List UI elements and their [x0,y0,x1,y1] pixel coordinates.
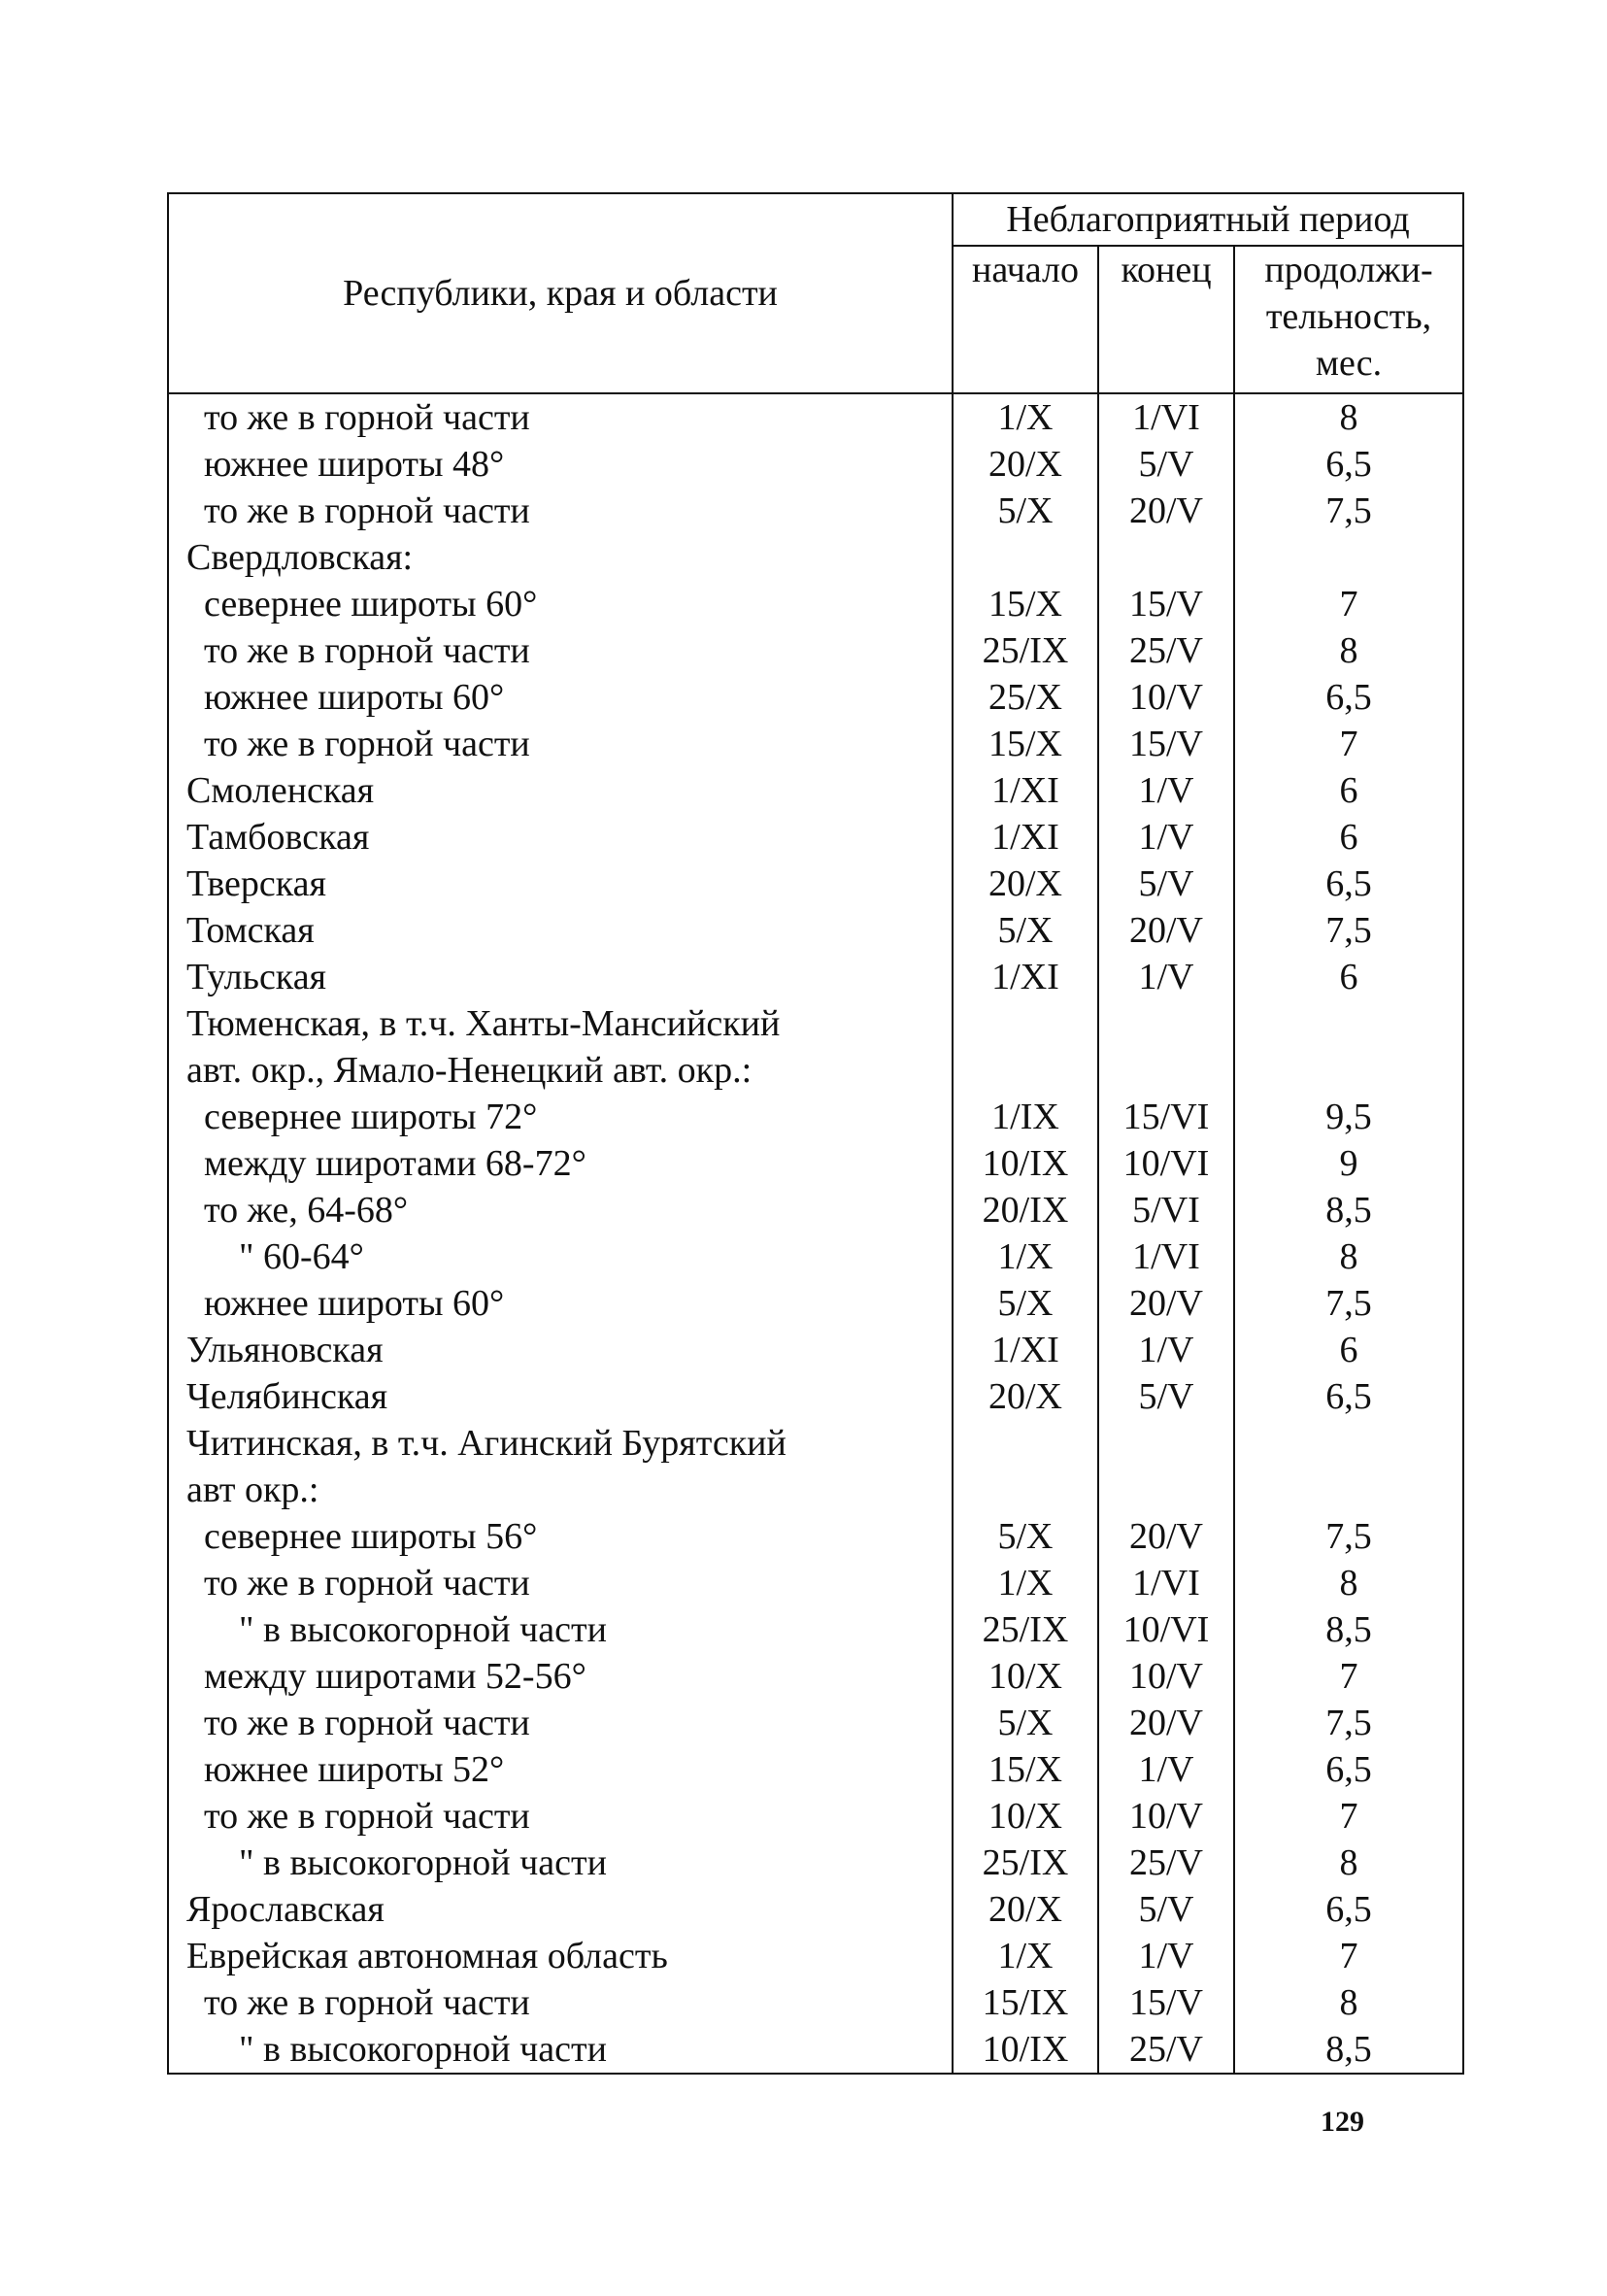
period-start: 10/X [953,1653,1098,1700]
period-end: 10/VI [1098,1606,1234,1653]
region-name: Ярославская [168,1886,953,1933]
period-end [1098,534,1234,581]
table-row [168,1560,1463,1606]
period-start: 10/IX [953,2026,1098,2074]
period-duration: 6,5 [1234,441,1463,488]
table-row [168,1840,1463,1886]
period-duration: 6 [1234,814,1463,861]
period-duration: 7,5 [1234,1280,1463,1327]
table-row [168,1653,1463,1700]
period-start: 20/X [953,1373,1098,1420]
region-name: южнее широты 60° [168,674,953,721]
table-row [168,861,1463,907]
region-name: то же в горной части [168,488,953,534]
region-name: то же в горной части [168,393,953,441]
region-name: южнее широты 52° [168,1746,953,1793]
table-row [168,441,1463,488]
period-duration [1234,534,1463,581]
table-row [168,393,1463,441]
region-name: между широтами 52-56° [168,1653,953,1700]
table-row [168,1233,1463,1280]
period-end: 5/VI [1098,1187,1234,1233]
period-end: 1/V [1098,1746,1234,1793]
period-start: 1/X [953,1233,1098,1280]
period-duration: 6,5 [1234,1746,1463,1793]
period-end: 5/V [1098,861,1234,907]
period-duration: 7 [1234,1653,1463,1700]
region-name: " в высокогорной части [168,1606,953,1653]
period-end: 5/V [1098,1373,1234,1420]
period-duration: 9 [1234,1140,1463,1187]
document-sheet [167,192,1462,2075]
period-duration [1234,1467,1463,1513]
period-start: 1/IX [953,1094,1098,1140]
period-start: 20/X [953,861,1098,907]
region-name: авт. окр., Ямало-Ненецкий авт. окр.: [168,1047,953,1094]
period-duration: 7 [1234,581,1463,627]
period-end: 15/VI [1098,1094,1234,1140]
period-duration: 8 [1234,1560,1463,1606]
period-duration: 8,5 [1234,2026,1463,2074]
table-row [168,1327,1463,1373]
period-duration: 7 [1234,1793,1463,1840]
table-row [168,1933,1463,1979]
period-start: 25/IX [953,627,1098,674]
region-name: Тульская [168,954,953,1000]
period-duration: 8 [1234,1979,1463,2026]
header-duration [1234,246,1463,393]
table-row [168,488,1463,534]
period-duration [1234,1047,1463,1094]
period-start: 15/X [953,1746,1098,1793]
table-row [168,767,1463,814]
period-duration: 6,5 [1234,1373,1463,1420]
period-end: 1/V [1098,1933,1234,1979]
period-start [953,1047,1098,1094]
header-duration-line-1: продолжи- [1264,250,1433,290]
period-start: 1/X [953,1933,1098,1979]
table-row [168,954,1463,1000]
period-end [1098,1047,1234,1094]
period-start [953,1000,1098,1047]
region-name: то же в горной части [168,627,953,674]
region-name: то же в горной части [168,1700,953,1746]
region-name: севернее широты 56° [168,1513,953,1560]
period-start: 1/X [953,1560,1098,1606]
period-end: 10/V [1098,674,1234,721]
table-row [168,1700,1463,1746]
table-row [168,1746,1463,1793]
period-end: 20/V [1098,1280,1234,1327]
region-name: южнее широты 60° [168,1280,953,1327]
period-start [953,1420,1098,1467]
period-end [1098,1467,1234,1513]
period-end: 1/V [1098,954,1234,1000]
region-name: Тамбовская [168,814,953,861]
region-name: Смоленская [168,767,953,814]
period-duration: 7 [1234,721,1463,767]
table-row [168,627,1463,674]
period-duration: 8 [1234,1233,1463,1280]
region-name: авт окр.: [168,1467,953,1513]
period-start: 1/XI [953,814,1098,861]
period-duration [1234,1420,1463,1467]
period-start: 15/X [953,721,1098,767]
period-end: 15/V [1098,1979,1234,2026]
table-row [168,1187,1463,1233]
region-name: между широтами 68-72° [168,1140,953,1187]
period-end: 1/VI [1098,1233,1234,1280]
region-name: то же в горной части [168,1979,953,2026]
region-name: севернее широты 60° [168,581,953,627]
header-region: Республики, края и области [168,193,953,393]
period-end: 20/V [1098,907,1234,954]
period-end: 15/V [1098,581,1234,627]
period-end: 10/V [1098,1793,1234,1840]
region-name: " в высокогорной части [168,2026,953,2074]
region-name: Тюменская, в т.ч. Ханты-Мансийский [168,1000,953,1047]
period-start: 10/IX [953,1140,1098,1187]
period-end: 5/V [1098,441,1234,488]
period-start: 5/X [953,488,1098,534]
period-start: 25/IX [953,1840,1098,1886]
period-duration: 6 [1234,767,1463,814]
period-start: 5/X [953,1700,1098,1746]
period-end: 5/V [1098,1886,1234,1933]
region-name: то же, 64-68° [168,1187,953,1233]
period-start: 15/IX [953,1979,1098,2026]
period-end [1098,1000,1234,1047]
period-start: 20/IX [953,1187,1098,1233]
table-row [168,1467,1463,1513]
period-start: 5/X [953,1280,1098,1327]
region-name: то же в горной части [168,1793,953,1840]
table-row [168,534,1463,581]
period-start: 5/X [953,1513,1098,1560]
period-start: 20/X [953,1886,1098,1933]
period-start [953,534,1098,581]
header-end: конец [1098,246,1234,393]
period-end: 10/V [1098,1653,1234,1700]
page-number: 129 [1321,2106,1364,2138]
table-row [168,1094,1463,1140]
region-name: " в высокогорной части [168,1840,953,1886]
table-row [168,1886,1463,1933]
period-start: 20/X [953,441,1098,488]
period-duration: 7,5 [1234,1700,1463,1746]
period-duration: 6,5 [1234,674,1463,721]
region-name: Ульяновская [168,1327,953,1373]
table-row [168,1979,1463,2026]
table-row [168,1373,1463,1420]
period-duration: 9,5 [1234,1094,1463,1140]
table-row [168,1793,1463,1840]
period-start: 25/X [953,674,1098,721]
table-row [168,1280,1463,1327]
table-row [168,1513,1463,1560]
header-start: начало [953,246,1098,393]
table-row [168,721,1463,767]
period-end: 1/V [1098,814,1234,861]
region-name: севернее широты 72° [168,1094,953,1140]
period-duration: 8 [1234,393,1463,441]
table-row [168,1000,1463,1047]
period-end: 15/V [1098,721,1234,767]
period-duration: 8,5 [1234,1187,1463,1233]
period-start: 5/X [953,907,1098,954]
period-end: 20/V [1098,1513,1234,1560]
table-body [168,393,1463,2074]
table-row [168,1140,1463,1187]
period-start: 10/X [953,1793,1098,1840]
period-duration: 8,5 [1234,1606,1463,1653]
region-name: Томская [168,907,953,954]
table-row [168,674,1463,721]
period-start: 1/X [953,393,1098,441]
table-row [168,1420,1463,1467]
period-end: 20/V [1098,1700,1234,1746]
period-start: 1/XI [953,1327,1098,1373]
period-end: 20/V [1098,488,1234,534]
period-end: 25/V [1098,2026,1234,2074]
region-name: Свердловская: [168,534,953,581]
header-duration-line-3: мес. [1315,343,1383,384]
period-duration: 6,5 [1234,1886,1463,1933]
period-end [1098,1420,1234,1467]
period-end: 25/V [1098,627,1234,674]
period-start [953,1467,1098,1513]
period-duration: 6 [1234,1327,1463,1373]
period-duration: 8 [1234,627,1463,674]
period-duration: 7,5 [1234,488,1463,534]
period-end: 1/VI [1098,1560,1234,1606]
period-duration [1234,1000,1463,1047]
period-duration: 7,5 [1234,1513,1463,1560]
period-end: 10/VI [1098,1140,1234,1187]
period-end: 1/VI [1098,393,1234,441]
period-start: 1/XI [953,767,1098,814]
region-name: то же в горной части [168,1560,953,1606]
climate-period-table [167,192,1464,2075]
table-row [168,2026,1463,2074]
table-row [168,581,1463,627]
table-row [168,1047,1463,1094]
table-row [168,814,1463,861]
period-duration: 7 [1234,1933,1463,1979]
period-duration: 7,5 [1234,907,1463,954]
period-duration: 6,5 [1234,861,1463,907]
period-end: 1/V [1098,767,1234,814]
region-name: " 60-64° [168,1233,953,1280]
region-name: Челябинская [168,1373,953,1420]
period-start: 15/X [953,581,1098,627]
region-name: Тверская [168,861,953,907]
period-duration: 8 [1234,1840,1463,1886]
period-end: 1/V [1098,1327,1234,1373]
period-end: 25/V [1098,1840,1234,1886]
header-duration-line-2: тельность, [1265,296,1432,337]
region-name: Еврейская автономная область [168,1933,953,1979]
region-name: южнее широты 48° [168,441,953,488]
period-start: 25/IX [953,1606,1098,1653]
period-start: 1/XI [953,954,1098,1000]
table-row [168,1606,1463,1653]
header-unfavorable-period: Неблагоприятный период [953,193,1463,246]
region-name: то же в горной части [168,721,953,767]
period-duration: 6 [1234,954,1463,1000]
region-name: Читинская, в т.ч. Агинский Бурятский [168,1420,953,1467]
table-row [168,907,1463,954]
